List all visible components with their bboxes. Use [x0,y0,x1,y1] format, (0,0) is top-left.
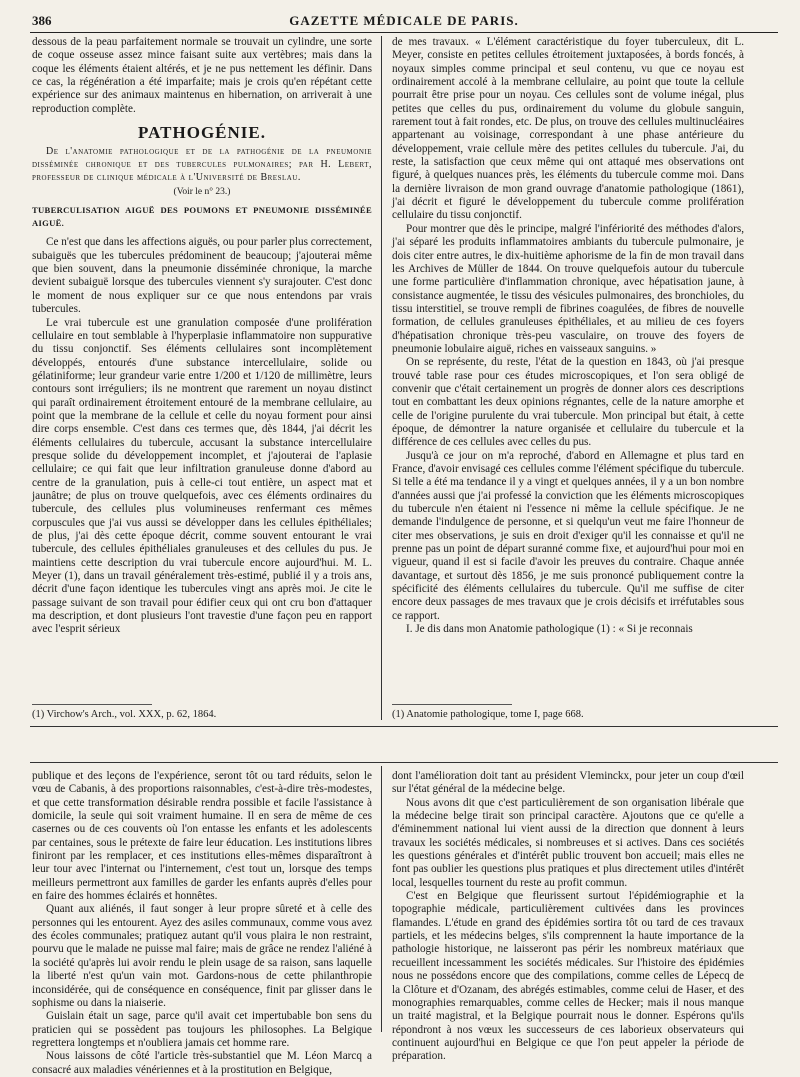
journal-title: GAZETTE MÉDICALE DE PARIS. [289,13,519,28]
paragraph: Jusqu'à ce jour on m'a reproché, d'abord en Allemagne et plus tard en France, d'avoir envisagé ces cellules comme l'élément spécifique du tubercule. Si telle a été ma tendance il y a vingt et quelques années, il y a un bon nombre d'années aussi que j'ai professé la conviction que les éléments microscopiques du tubercule n'en étaient ni l'essence ni même la cellule spécifique. Je ne demande l'indulgence de personne, et si quelqu'un veut me faire l'honneur de citer mes observations, je suis en droit d'exiger qu'il les connaisse et qu'il ne prenne pas un point de départ suranné comme fixe, et aujourd'hui pour moi en vigueur, quand il est si facile d'avoir les preuves du contraire. Chaque année davantage, et surtout dès 1856, je me suis prononcé publiquement contre la spécificité des éléments cellulaires du tubercule. Qu'il me suffise de citer encore deux passages de mes travaux que je crois décisifs et irréfutables sous ce rapport. [392,449,744,622]
paragraph: Pour montrer que dès le principe, malgré l'infériorité des méthodes d'alors, j'ai séparé les produits inflammatoires ambiants du tubercule pulmonaire, je dois citer entre autres, le dix-huitième aphorisme de la fin de mon travail dans les Archives de Müller de 1844. On trouve quelquefois autour du tubercule une forme particulière d'inflammation chronique, avec hépatisation jaune, à consistance augmentée, le tissu des vésicules pulmonaires, des bronchioles, du tissu interstitiel, se trouve rempli de fibrines coagulées, de fibres de nouvelle formation, de cellules granuleuses épithéliales, et au milieu de ces foyers d'hépatisation chronique très-peu vasculaire, on trouve des foyers de pneumonie lobulaire aiguë, riches en vaisseaux sanguins. » [392,222,744,355]
column-3 [32,770,372,1076]
footnote-rule-left [32,704,152,705]
column-2 [392,36,744,704]
paragraph: Ce n'est que dans les affections aiguës, ou pour parler plus correctement, subaiguës que les tubercules prédominent de beaucoup; j'ajouterai même que bien souvent, dans la pneumonie disséminée chronique, la marche devient subaiguë lorsque des tubercules viennent s'y surajouter. C'est donc le moment de nous expliquer sur ce que nous entendons par vrais tubercules. [32,236,372,316]
page-number: 386 [32,13,52,28]
paragraph: Nous laissons de côté l'article très-substantiel que M. Léon Marcq a consacré aux maladies vénériennes et à la prostitution en Belgique, [32,1050,372,1076]
section-title: PATHOGÉNIE. [138,123,266,143]
paragraph: Guislain était un sage, parce qu'il avait cet impertubable bon sens du praticien qui se possèdent pas toujours les philosophes. La Belgique regrettera longtemps et n'oubliera jamais cet homme rare. [32,1010,372,1049]
paragraph: publique et des leçons de l'expérience, seront tôt ou tard réduits, selon le vœu de Cabanis, à des proportions raisonnables, c'est-à-dire très-modestes, et que cette transformation désirable rendra possible et facile l'assistance à domicile, la seule qui soit vraiment humaine. Il en sera de même de ces casernes ou de ces couvents où l'on entasse les enfants et les adolescents par centaines, sous le prétexte de faire leur éducation. Les institutions libres finiront par les remplacer, et ces institutions elles-mêmes disparaîtront à leur tour avec l'internat ou l'internement, c'est tout un, lorsque des temps meilleurs permettront aux familles de garder les enfants auprès d'elles pour en faire des hommes éclairés et honnêtes. [32,770,372,903]
see-note: (Voir le n° 23.) [173,187,231,198]
paragraph: Nous avons dit que c'est particulièrement de son organisation libérale que la médecine belge tirait son principal caractère. Ajoutons que ce qu'elle a d'éminemment national lui vient aussi de la direction que donnent à leurs travaux les sociétés médicales, si nombreuses et si actives. Dans ces sociétés les questions générales et d'intérêt public trouvent bon accueil; mais elles ne font pas oublier les questions plus pratiques et plus directement utiles d'intérêt local, lesquelles tournent du reste au profit commun. [392,796,744,889]
paragraph: dont l'amélioration doit tant au président Vleminckx, pour jeter un coup d'œil sur l'état général de la médecine belge. [392,770,744,796]
paragraph: Le vrai tubercule est une granulation composée d'une prolifération cellulaire en tout semblable à l'hyperplasie inflammatoire non suppurative du tissu conjonctif. Ses éléments cellulaires sont incomplètement développés, entourés d'une substance intercellulaire, solide ou gélatiniforme; leur grandeur varie entre 1/200 et 1/120 de millimètre, leurs contours sont irréguliers; ils ne montrent que rarement un noyau distinct qui paraît ordinairement étroitement entouré de la membrane cellulaire, au point que la membrane de la cellule et celle du noyau forment pour ainsi dire corps ensemble. C'est dans ces termes que, dès 1844, j'ai décrit les éléments cellulaires du tubercule, accusant la substance intercellulaire presque solide du développement incomplet, et j'ajouterai de l'aplasie cellulaire; ce qui fait que leur infiltration granuleuse donne d'abord au centre de la granulation, puis à celle-ci tout entière, un aspect mat et jaunâtre; de plus on trouve quelquefois, avec ces éléments ordinaires du tubercule, des cellules plus volumineuses renfermant ces mêmes corpuscules que j'ai vus aussi se développer dans les cellules épithéliales; de plus, j'ai dès cette époque décrit, comme souvent entourant le vrai tubercule, des cellules épithéliales granuleuses et des cellules du pus. Je maintiens cette description du vrai tubercule encore aujourd'hui. M. L. Meyer (1), dans un travail généralement très-estimé, publié il y a trois ans, décrit d'une façon identique les tubercules vingt ans après moi. Je cite le passage suivant de son travail pour édifier ceux qui ont cru bon d'attaquer ma description, et dont plusieurs l'ont travestie d'une façon peu en rapport avec l'esprit sérieux [32,316,372,636]
paragraph: Quant aux aliénés, il faut songer à leur propre sûreté et à celle des personnes qui les entourent. Ayez des asiles communaux, comme vous avez des écoles communales; pratiquez autant qu'il vous plaira le non restraint, pourvu que le malade ne puisse mal faire; mais de grâce ne rendez l'aliéné à la société qu'après lui avoir rendu le plein usage de sa raison, sans laquelle la liberté n'est qu'un vain mot. Gardons-nous de cette philanthropie inconsidérée, qui de conséquence en conséquence, finit par glisser dans le sophisme ou dans la niaiserie. [32,903,372,1009]
article-title-text: De l'anatomie pathologique et de la pathogénie de la pneumonie disséminée chronique et des tubercules pulmonaires; par H. Lebert, professeur de clinique médicale à l'Université de Breslau. [32,146,372,184]
column-1 [32,36,372,704]
subheading: TUBERCULISATION AIGUË DES POUMONS ET PNEUMONIE DISSÉMINÉE AIGUË. [32,204,372,229]
paragraph: On se représente, du reste, l'état de la question en 1843, où j'ai presque trouvé table rase pour ces études microscopiques, et l'on sera obligé de convenir que c'était certainement un progrès de donner alors ces descriptions tout en combattant les deux opinions régnantes, celle de la nature amorphe et celle de l'origine purulente du vrai tubercule. Mon principal but était, à cette époque, de démontrer la nature organisée et cellulaire du tubercule et la différence de ces cellules avec celles du pus. [392,356,744,449]
paragraph: de mes travaux. « L'élément caractéristique du foyer tuberculeux, dit L. Meyer, consiste en petites cellules étroitement juxtaposées, à bords foncés, à noyaux simples comme principal et seul contenu, vu que ce noyau est ordinairement accolé à la membrane cellulaire, au point que toute la cellule pourrait être prise pour un noyau. Ces cellules sont de volume inégal, plus petites que celles du pus, ordinairement du volume du globule sanguin, rarement tout à fait rondes, etc. De plus, on trouve des cellules multinucléaires appartenant au voisinage, correspondant à une phase antérieure du développement, vraie cellule mère des petites cellules du tubercule. J'ai, du reste, la satisfaction que ceux même qui ont attaqué mes observations ont figuré, à quelques nuances près, les éléments du tubercule comme moi. Dans la dernière livraison de mon grand ouvrage d'anatomie pathologique (1861), j'ai décrit et figuré le développement du tubercule comme prolifération cellulaire du tissu conjonctif. [392,36,744,222]
column-divider-bottom [381,766,382,1032]
page-header [30,10,778,33]
column-divider-top [381,36,382,720]
footnote-left: (1) Virchow's Arch., vol. XXX, p. 62, 1864. [32,709,217,720]
article-title [32,145,372,184]
footnote-rule-right [392,704,512,705]
footnote-right: (1) Anatomie pathologique, tome I, page 668. [392,709,584,720]
section-separator-bottom [30,762,778,763]
column-4 [392,770,744,1063]
section-separator-top [30,726,778,727]
intro-paragraph: dessous de la peau parfaitement normale se trouvait un cylindre, une sorte de coque osseuse assez mince faisant suite aux vertèbres; mais dans la coque les éléments étaient altérés, et je ne pus nettement les définir. Dans ce cas, la régénération a été imparfaite; mais je crois qu'en répétant cette expérience sur des animaux maintenus en hibernation, on arriverait à une reproduction complète. [32,36,372,115]
paragraph: C'est en Belgique que fleurissent surtout l'épidémiographie et la topographie médicale, particulièrement cultivées dans les provinces flamandes. L'étude en grand des épidémies sortira tôt ou tard de ces travaux partiels, et les médecins belges, s'ils comprennent la haute importance de la pathologie historique, ne laisseront pas périr les nombreux matériaux que recueillent incessamment les sociétés médicales. Sur l'histoire des épidémies nous ne possédons encore que des compilations, comme celles de Lépecq de la Clôture et d'Ozanam, des abrégés estimables, comme celui de Haser, et des monographies remarquables, comme celles de Hecker; mais il nous manque un traité magistral, et la Belgique pourrait nous le donner. Espérons qu'ils répondront à nos vœux les successeurs de ces laborieux observateurs qui continuent aujourd'hui en Belgique ce que l'on peut appeler la période de préparation. [392,890,744,1063]
paragraph: I. Je dis dans mon Anatomie pathologique (1) : « Si je reconnais [406,623,693,636]
